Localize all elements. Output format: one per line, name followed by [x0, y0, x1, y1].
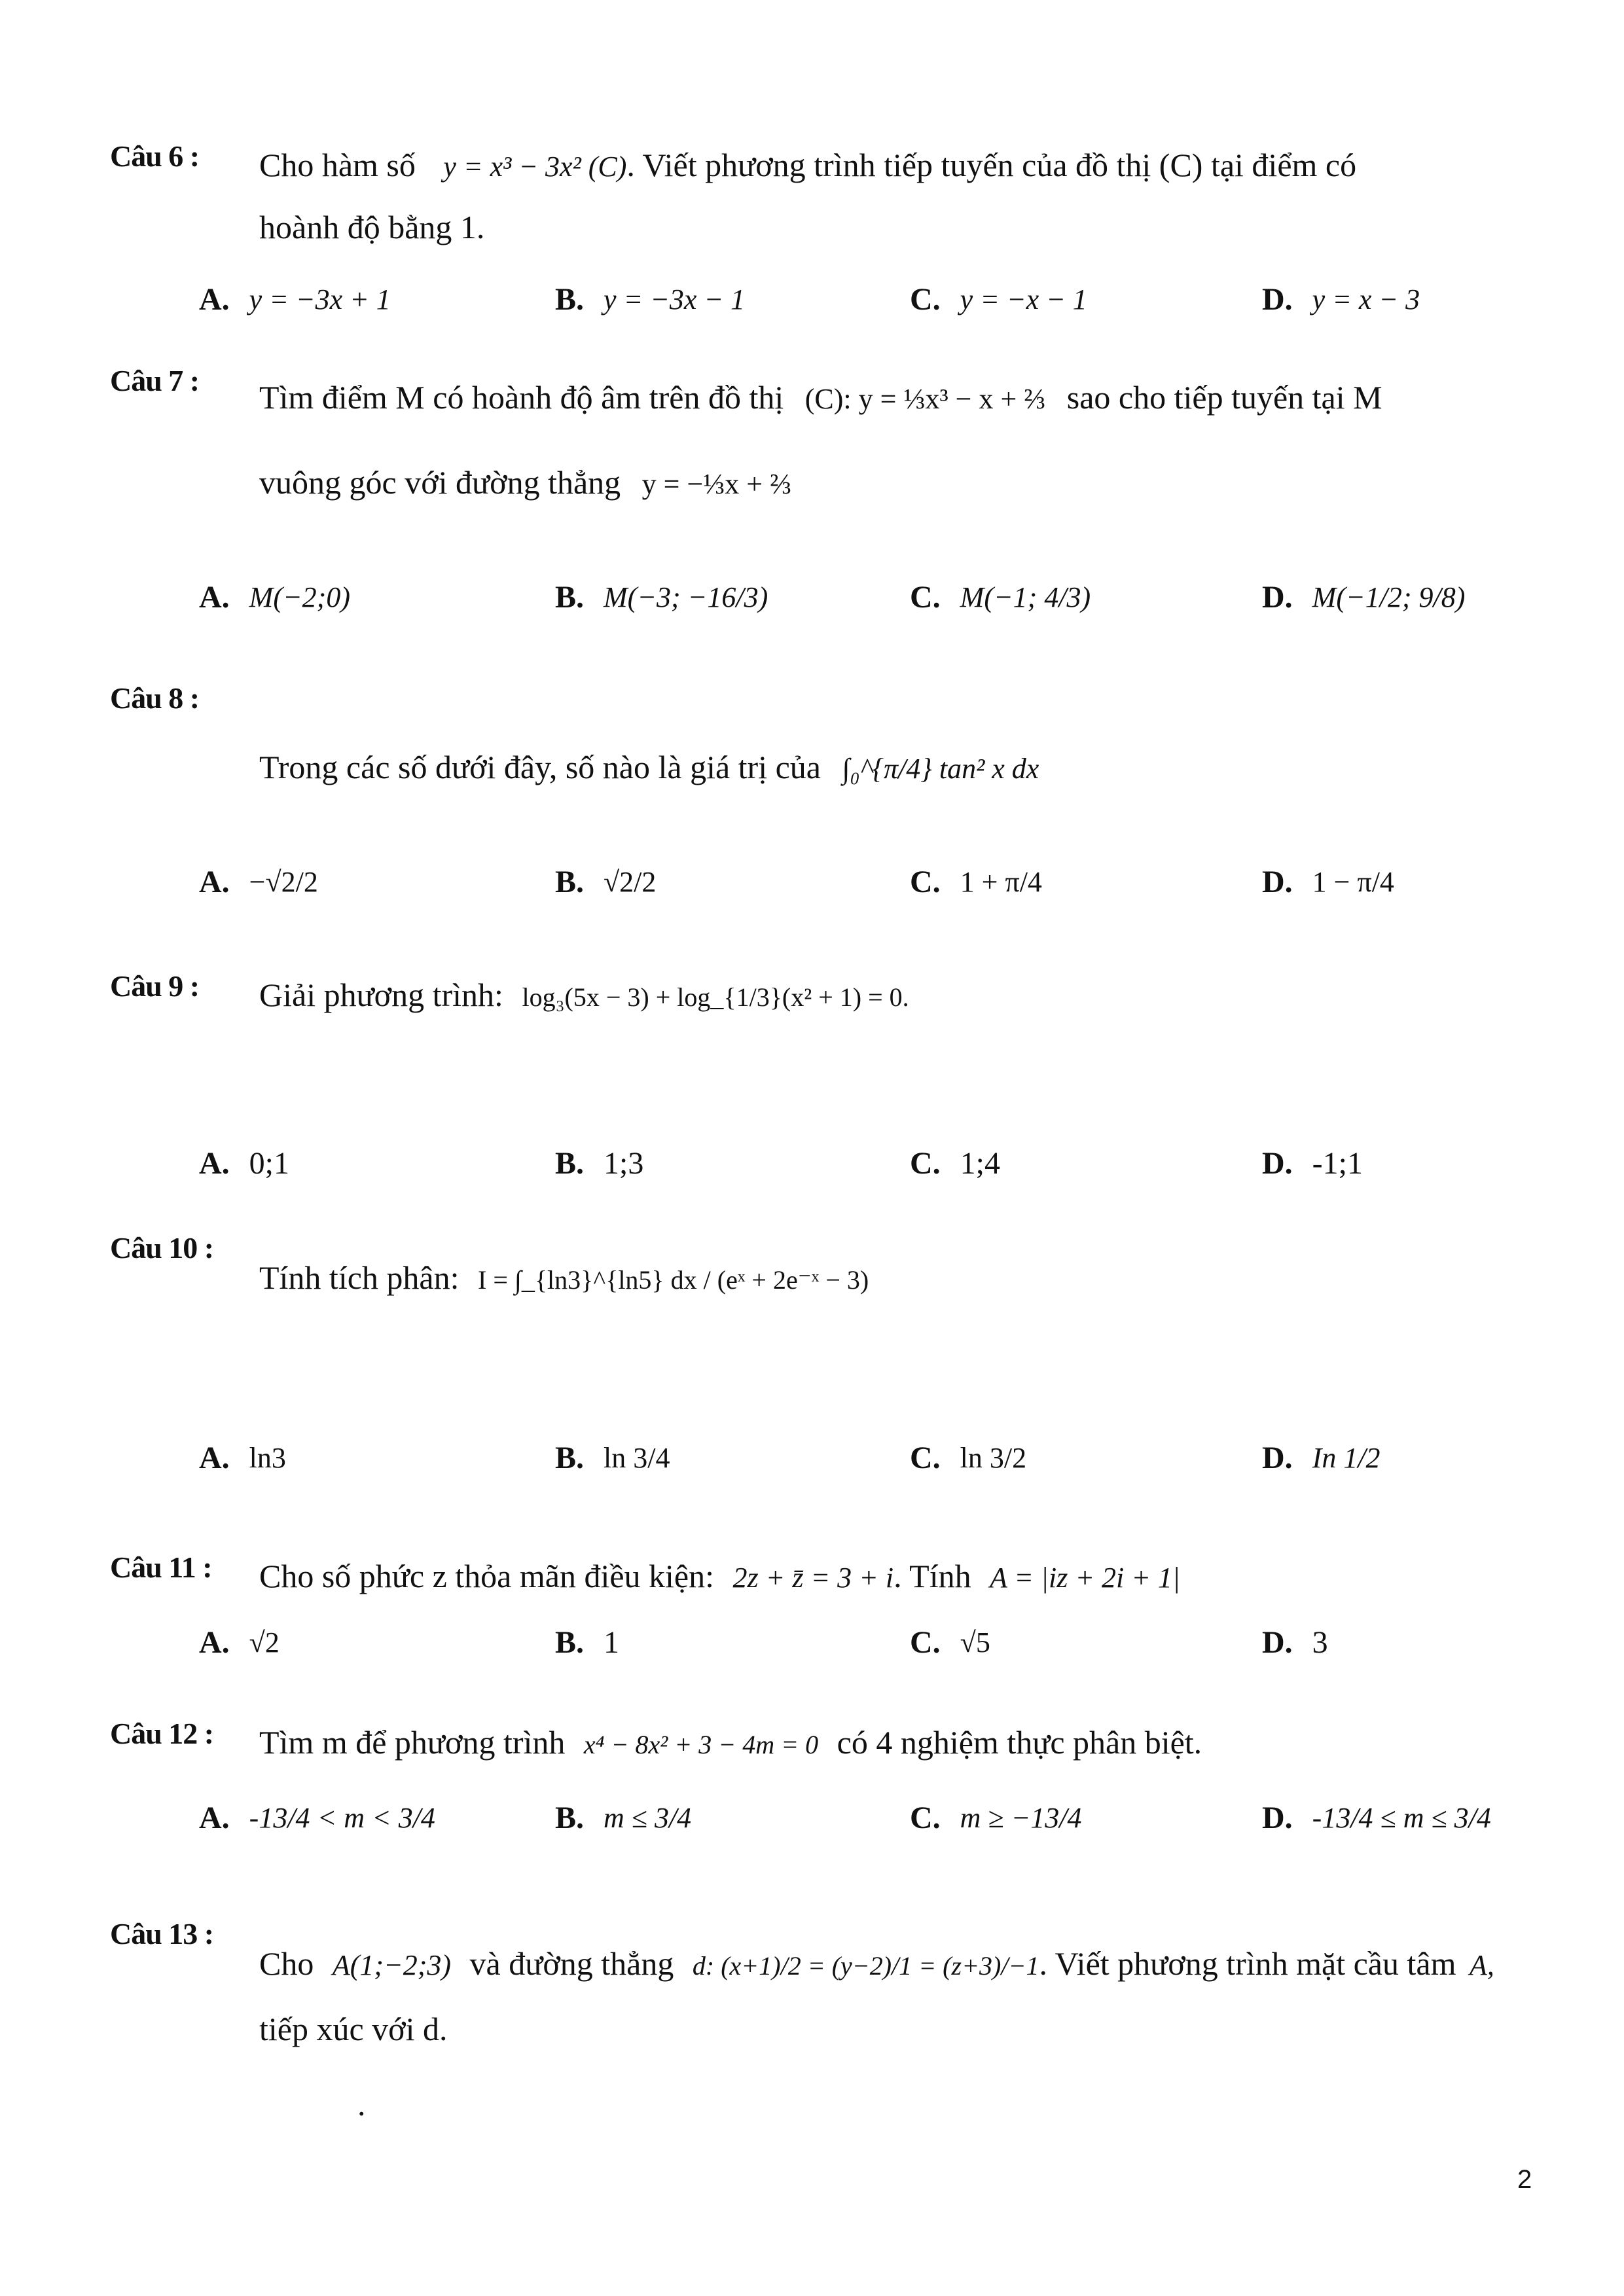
- answer-d[interactable]: D. -13/4 ≤ m ≤ 3/4: [1262, 1801, 1491, 1835]
- question-text: Cho hàm số y = x³ − 3x² (C). Viết phương trình tiếp tuyến của đồ thị (C) tại điểm có: [259, 147, 1357, 183]
- stray-dot: .: [357, 2086, 366, 2123]
- equation: y = −⅓x + ⅔: [641, 468, 792, 500]
- question-text: Cho A(1;−2;3) và đường thẳng d: (x+1)/2 = (y−2)/1 = (z+3)/−1. Viết phương trình mặt cầu tâm A,: [259, 1945, 1494, 1982]
- answer-c[interactable]: C. √5: [910, 1625, 990, 1660]
- equation: d: (x+1)/2 = (y−2)/1 = (z+3)/−1: [692, 1951, 1039, 1981]
- answer-d[interactable]: D. 3: [1262, 1625, 1328, 1660]
- question-text: Tính tích phân: I = ∫_{ln3}^{ln5} dx / (eˣ + 2e⁻ˣ − 3): [259, 1259, 869, 1296]
- answer-d[interactable]: D. M(−1/2; 9/8): [1262, 580, 1466, 615]
- question-text: Cho số phức z thỏa mãn điều kiện: 2z + z̄ = 3 + i. Tính A = |iz + 2i + 1|: [259, 1558, 1181, 1594]
- answer-b[interactable]: B. M(−3; −16/3): [555, 580, 768, 615]
- answer-c[interactable]: C. 1;4: [910, 1146, 1001, 1181]
- page-number: 2: [1517, 2165, 1532, 2194]
- equation: A,: [1469, 1949, 1494, 1981]
- answer-a[interactable]: A. 0;1: [199, 1146, 290, 1181]
- answer-b[interactable]: B. y = −3x − 1: [555, 282, 746, 317]
- equation: (C): y = ⅓x³ − x + ⅔: [804, 383, 1046, 415]
- question-text-line2: hoành độ bằng 1.: [259, 209, 485, 245]
- question-text: Giải phương trình: log₃(5x − 3) + log_{1/3}(x² + 1) = 0.: [259, 977, 909, 1013]
- answer-a[interactable]: A. −√2/2: [199, 865, 318, 899]
- answer-c[interactable]: C. m ≥ −13/4: [910, 1801, 1082, 1835]
- question-text-line2: vuông góc với đường thẳng y = −⅓x + ⅔: [259, 464, 792, 501]
- answer-d[interactable]: D. 1 − π/4: [1262, 865, 1394, 899]
- answer-a[interactable]: A. M(−2;0): [199, 580, 350, 615]
- question-text: Tìm điểm M có hoành độ âm trên đồ thị (C): y = ⅓x³ − x + ⅔ sao cho tiếp tuyến tại M: [259, 379, 1382, 416]
- answer-a[interactable]: A. -13/4 < m < 3/4: [199, 1801, 435, 1835]
- question-label: Câu 9 :: [110, 969, 200, 1003]
- answer-a[interactable]: A. √2: [199, 1625, 280, 1660]
- answer-c[interactable]: C. 1 + π/4: [910, 865, 1042, 899]
- equation: I = ∫_{ln3}^{ln5} dx / (eˣ + 2e⁻ˣ − 3): [478, 1265, 869, 1295]
- answer-c[interactable]: C. M(−1; 4/3): [910, 580, 1091, 615]
- answer-a[interactable]: A. ln3: [199, 1441, 286, 1475]
- question-text: Tìm m để phương trình x⁴ − 8x² + 3 − 4m = 0 có 4 nghiệm thực phân biệt.: [259, 1724, 1202, 1761]
- question-label: Câu 6 :: [110, 139, 200, 173]
- question-text: Trong các số dưới đây, số nào là giá trị của ∫₀^{π/4} tan² x dx: [259, 749, 1039, 785]
- answer-b[interactable]: B. 1: [555, 1625, 620, 1660]
- answer-b[interactable]: B. 1;3: [555, 1146, 644, 1181]
- question-label: Câu 12 :: [110, 1717, 214, 1750]
- question-label: Câu 13 :: [110, 1917, 214, 1950]
- equation: y = x³ − 3x² (C): [443, 151, 627, 183]
- answer-b[interactable]: B. ln 3/4: [555, 1441, 670, 1475]
- question-text-line2: tiếp xúc với d.: [259, 2011, 448, 2047]
- answer-d[interactable]: D. In 1/2: [1262, 1441, 1380, 1475]
- answer-d[interactable]: D. -1;1: [1262, 1146, 1363, 1181]
- equation: A = |iz + 2i + 1|: [990, 1562, 1181, 1594]
- answer-c[interactable]: C. y = −x − 1: [910, 282, 1087, 317]
- equation: 2z + z̄ = 3 + i: [732, 1562, 894, 1594]
- question-label: Câu 10 :: [110, 1231, 214, 1265]
- question-label: Câu 8 :: [110, 681, 200, 715]
- equation: x⁴ − 8x² + 3 − 4m = 0: [583, 1730, 819, 1759]
- answer-b[interactable]: B. √2/2: [555, 865, 657, 899]
- equation: log₃(5x − 3) + log_{1/3}(x² + 1) = 0.: [522, 982, 909, 1012]
- question-label: Câu 11 :: [110, 1551, 212, 1584]
- answer-c[interactable]: C. ln 3/2: [910, 1441, 1027, 1475]
- equation: A(1;−2;3): [332, 1949, 452, 1981]
- answer-d[interactable]: D. y = x − 3: [1262, 282, 1420, 317]
- answer-b[interactable]: B. m ≤ 3/4: [555, 1801, 692, 1835]
- answer-a[interactable]: A. y = −3x + 1: [199, 282, 391, 317]
- question-label: Câu 7 :: [110, 364, 200, 397]
- equation: ∫₀^{π/4} tan² x dx: [842, 753, 1039, 785]
